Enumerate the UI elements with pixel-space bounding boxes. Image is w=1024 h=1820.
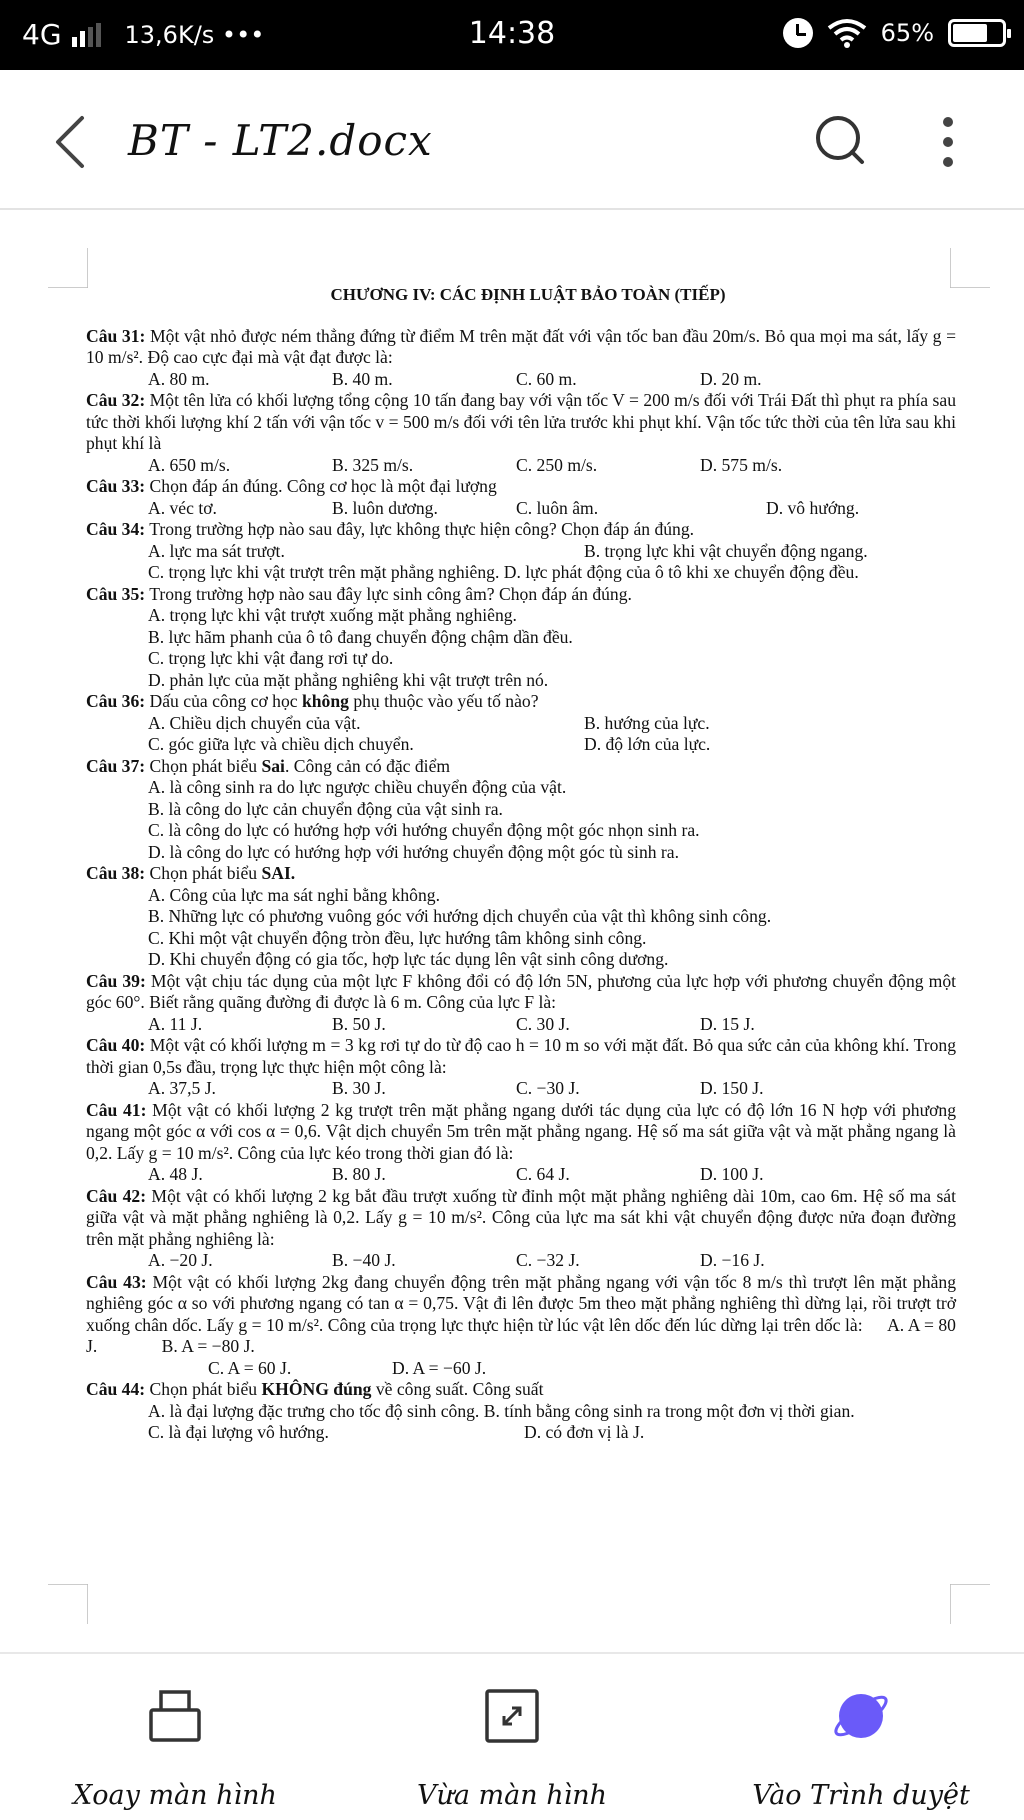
question-44-options-ab: A. là đại lượng đặc trưng cho tốc độ sinh công. B. tính bằng công sinh ra trong một đơn vị thời gian. bbox=[148, 1400, 855, 1421]
question-38-option-b: B. Những lực có phương vuông góc với hướng dịch chuyển của vật thì không sinh công. bbox=[148, 906, 772, 926]
question-34-options-ab: A. lực ma sát trượt. B. trọng lực khi vật chuyển động ngang. bbox=[148, 540, 868, 561]
question-33-options: A. véc tơ. B. luôn dương. C. luôn âm. D. vô hướng. bbox=[148, 497, 860, 518]
question-35-option-a: A. trọng lực khi vật trượt xuống mặt phẳng nghiêng. bbox=[148, 605, 517, 625]
question-43: Câu 43: Một vật có khối lượng 2kg đang chuyển động trên mặt phẳng ngang với vận tốc 8 m/s thì trượt lên mặt phẳng nghiêng góc α so với phương ngang có tan α = 0,75. Vật đi lên được 5m theo mặt phẳng nghiêng thì dừng lại, rồi trượt trở xuống chân dốc. Lấy g = 10 m/s². Công của trọng lực thực hiện từ lúc vật lên dốc đến lúc dừng lại trên dốc là: A. A = 80 J. B. A = −80 J. bbox=[86, 1271, 956, 1356]
question-35: Câu 35: Trong trường hợp nào sau đây lực sinh công âm? Chọn đáp án đúng. bbox=[86, 583, 632, 604]
bottom-toolbar bbox=[0, 1652, 1024, 1820]
question-37-option-d: D. là công do lực có hướng hợp với hướng chuyển động một góc tù sinh ra. bbox=[148, 841, 679, 862]
clock: 14:38 bbox=[468, 16, 556, 51]
question-32-options: A. 650 m/s. B. 325 m/s. C. 250 m/s. D. 575 m/s. bbox=[148, 454, 783, 475]
question-37-option-b: B. là công do lực cản chuyển động của vật sinh ra. bbox=[148, 798, 503, 819]
question-33: Câu 33: Chọn đáp án đúng. Công cơ học là một đại lượng bbox=[86, 476, 497, 496]
question-35-option-d: D. phản lực của mặt phẳng nghiêng khi vật trượt trên nó. bbox=[148, 669, 549, 690]
search-icon[interactable] bbox=[812, 110, 868, 170]
question-41-options: A. 48 J. B. 80 J. C. 64 J. D. 100 J. bbox=[148, 1164, 764, 1184]
back-icon[interactable] bbox=[48, 112, 98, 172]
question-38-option-d: D. Khi chuyển động có gia tốc, hợp lực tác dụng lên vật sinh công dương. bbox=[148, 949, 669, 969]
question-38: Câu 38: Chọn phát biểu SAI. bbox=[86, 863, 296, 883]
question-34-options-cd: C. trọng lực khi vật trượt trên mặt phẳng nghiêng. D. lực phát động của ô tô khi xe chuyển động đều. bbox=[148, 562, 859, 582]
status-icons bbox=[783, 18, 1006, 48]
browser-planet-icon bbox=[831, 1686, 891, 1746]
question-38-option-a: A. Công của lực ma sát nghỉ bằng không. bbox=[148, 884, 440, 905]
fit-screen-label: Vừa màn hình bbox=[416, 1780, 608, 1811]
document-title: BT - LT2.docx bbox=[128, 116, 433, 165]
page-corner-mark bbox=[48, 248, 88, 288]
question-34: Câu 34: Trong trường hợp nào sau đây, lực không thực hiện công? Chọn đáp án đúng. bbox=[86, 519, 695, 539]
more-options-icon[interactable] bbox=[930, 112, 966, 172]
question-35-option-c: C. trọng lực khi vật đang rơi tự do. bbox=[148, 648, 394, 668]
network-speed: 13,6K/s ••• bbox=[124, 20, 265, 49]
question-39: Câu 39: Một vật chịu tác dụng của một lực F không đổi có độ lớn 5N, phương của lực hợp với phương chuyển động một góc 60°. Biết rằng quãng đường đi được là 6 m. Công của lực F là: bbox=[86, 970, 956, 1012]
question-36-options-cd: C. góc giữa lực và chiều dịch chuyển. D. độ lớn của lực. bbox=[148, 734, 711, 754]
rotate-screen-label: Xoay màn hình bbox=[73, 1780, 277, 1811]
status-bar bbox=[0, 0, 1024, 70]
fit-screen-button[interactable] bbox=[402, 1686, 622, 1811]
open-browser-label: Vào Trình duyệt bbox=[752, 1780, 970, 1811]
chapter-heading: CHƯƠNG IV: CÁC ĐỊNH LUẬT BẢO TOÀN (TIẾP) bbox=[330, 285, 726, 304]
question-32: Câu 32: Một tên lửa có khối lượng tổng cộng 10 tấn đang bay với vận tốc V = 200 m/s đối với Trái Đất thì phụt ra phía sau tức thời khối lượng khí 2 tấn với vận tốc v = 500 m/s đối với tên lửa trước khi phụt khí. Vận tốc tức thời của tên lửa sau khi phụt khí là bbox=[86, 390, 956, 453]
page-corner-mark bbox=[48, 1584, 88, 1624]
question-38-option-c: C. Khi một vật chuyển động tròn đều, lực hướng tâm không sinh công. bbox=[148, 927, 647, 948]
page-corner-mark bbox=[950, 248, 990, 288]
question-36-options-ab: A. Chiều dịch chuyển của vật. B. hướng của lực. bbox=[148, 712, 710, 733]
question-40-options: A. 37,5 J. B. 30 J. C. −30 J. D. 150 J. bbox=[148, 1078, 764, 1098]
app-header bbox=[0, 70, 1024, 210]
question-37-option-a: A. là công sinh ra do lực ngược chiều chuyển động của vật. bbox=[148, 777, 567, 797]
rotate-screen-button[interactable] bbox=[60, 1686, 290, 1811]
question-36: Câu 36: Dấu của công cơ học không phụ thuộc vào yếu tố nào? bbox=[86, 691, 539, 711]
document-page bbox=[86, 284, 956, 1444]
question-43-options-cd: C. A = 60 J. D. A = −60 J. bbox=[208, 1357, 487, 1378]
page-corner-mark bbox=[950, 1584, 990, 1624]
wifi-icon bbox=[827, 18, 867, 48]
alarm-icon bbox=[783, 18, 813, 48]
network-type: 4G bbox=[22, 18, 62, 51]
question-40: Câu 40: Một vật có khối lượng m = 3 kg rơi tự do từ độ cao h = 10 m so với mặt đất. Bỏ qua sức cản của không khí. Trong thời gian 0,5s đầu, trọng lực thực hiện một công là: bbox=[86, 1035, 957, 1077]
document-viewer[interactable] bbox=[0, 212, 1024, 1652]
question-42-options: A. −20 J. B. −40 J. C. −32 J. D. −16 J. bbox=[148, 1250, 765, 1270]
question-35-option-b: B. lực hãm phanh của ô tô đang chuyển động chậm dần đều. bbox=[148, 626, 573, 647]
rotate-screen-icon bbox=[145, 1686, 205, 1746]
question-44: Câu 44: Chọn phát biểu KHÔNG đúng về công suất. Công suất bbox=[86, 1379, 544, 1399]
question-44-options-cd: C. là đại lượng vô hướng. D. có đơn vị là J. bbox=[148, 1422, 645, 1442]
question-42: Câu 42: Một vật có khối lượng 2 kg bắt đầu trượt xuống từ đỉnh một mặt phẳng nghiêng dài 10m, cao 6m. Hệ số ma sát giữa vật và mặt phẳng nghiêng là 0,2. Lấy g = 10 m/s². Công của lực ma sát khi vật chuyển động được nửa đoạn đường trên mặt phẳng nghiêng là: bbox=[86, 1185, 956, 1249]
question-41: Câu 41: Một vật có khối lượng 2 kg trượt trên mặt phẳng ngang dưới tác dụng của lực có độ lớn 16 N hợp với phương ngang một góc α với cos α = 0,6. Vật dịch chuyển 5m trên mặt phẳng ngang. Hệ số ma sát giữa vật và mặt phẳng ngang là 0,2. Lấy g = 10 m/s². Công của lực kéo trong thời gian đó là: bbox=[86, 1099, 957, 1163]
question-39-options: A. 11 J. B. 50 J. C. 30 J. D. 15 J. bbox=[148, 1013, 755, 1034]
question-37: Câu 37: Chọn phát biểu Sai. Công cản có đặc điểm bbox=[86, 755, 451, 776]
question-37-option-c: C. là công do lực có hướng hợp với hướng chuyển động một góc nhọn sinh ra. bbox=[148, 820, 700, 840]
battery-percent: 65% bbox=[880, 19, 934, 47]
question-31: Câu 31: Một vật nhỏ được ném thẳng đứng từ điểm M trên mặt đất với vận tốc ban đầu 20m/s. Bỏ qua mọi ma sát, lấy g = 10 m/s². Độ cao cực đại mà vật đạt được là: bbox=[86, 325, 956, 367]
fit-screen-icon bbox=[482, 1686, 542, 1746]
battery-icon bbox=[948, 19, 1006, 47]
open-browser-button[interactable] bbox=[726, 1686, 996, 1811]
question-31-options: A. 80 m. B. 40 m. C. 60 m. D. 20 m. bbox=[148, 368, 762, 389]
